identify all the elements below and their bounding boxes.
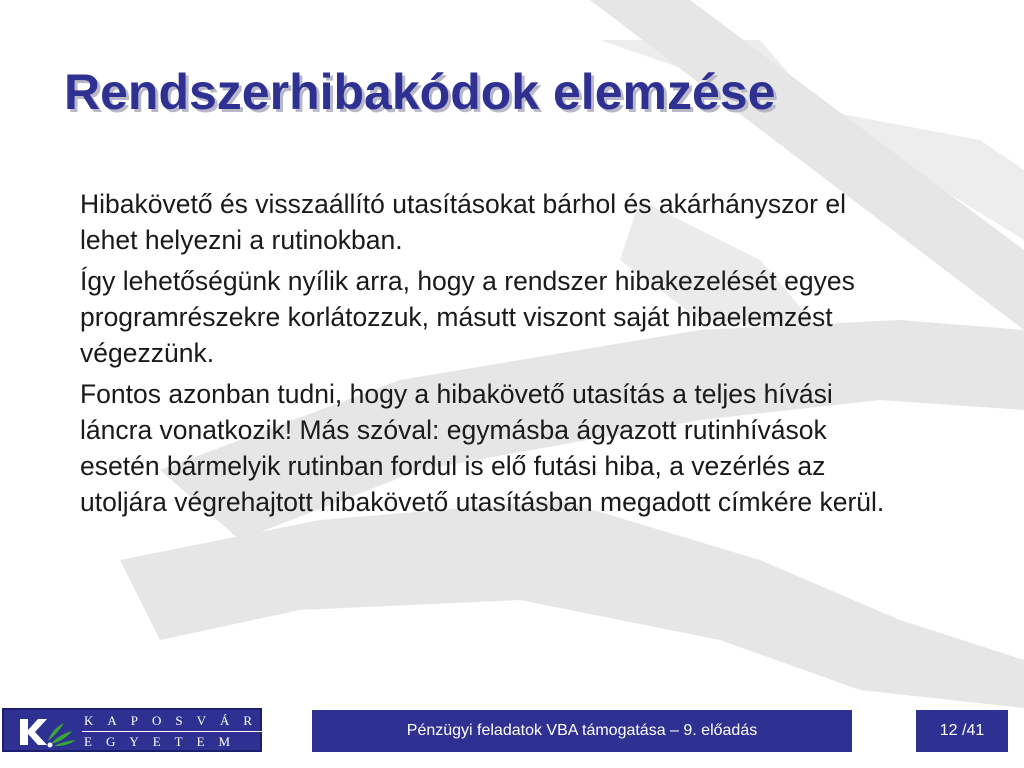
logo-text-line2: EGYETEM: [84, 734, 245, 749]
logo-text-line1: KAPOSVÁRI: [84, 713, 285, 728]
university-logo: [2, 708, 285, 752]
page-number: 12 /41: [916, 710, 1008, 752]
kaposvar-university-logo-icon: [18, 715, 78, 749]
body-paragraph: Hibakövető és visszaállító utasításokat bárhol és akárhányszor el lehet helyezni a rutinokban.: [80, 189, 846, 255]
lecture-title-banner: Pénzügyi feladatok VBA támogatása – 9. előadás: [312, 710, 852, 752]
body-paragraph: Így lehetőségünk nyílik arra, hogy a rendszer hibakezelését egyes programrészekre korlátozzuk, másutt viszont saját hibaelemzést végezzünk.: [80, 266, 855, 368]
logo-divider: [82, 731, 262, 732]
slide-title: Rendszerhibakódok elemzése: [64, 64, 776, 120]
slide-body: [80, 186, 910, 525]
body-paragraph: Fontos azonban tudni, hogy a hibakövető utasítás a teljes hívási láncra vonatkozik! Más szóval: egymásba ágyazott rutinhívások esetén bármelyik rutinban fordul is elő futási hiba, a vezérlés az utoljára végrehajtott hibakövető utasításban megadott címkére kerül.: [80, 379, 885, 517]
